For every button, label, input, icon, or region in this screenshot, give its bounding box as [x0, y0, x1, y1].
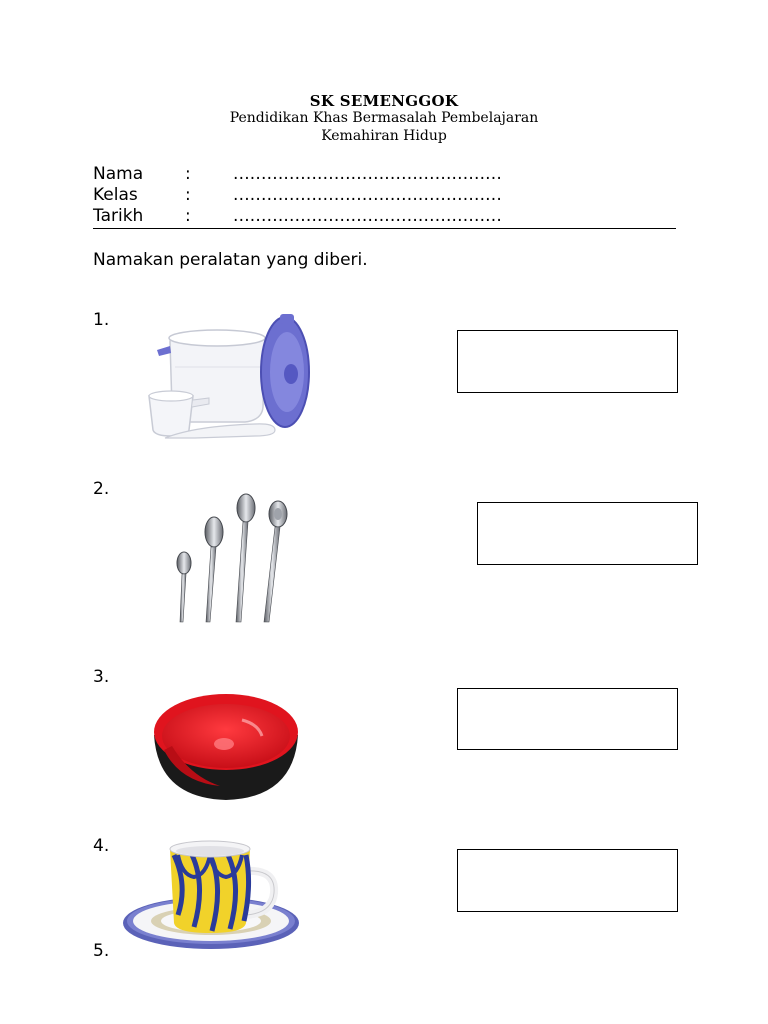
answer-box-4[interactable]: [457, 849, 678, 912]
rice-cooker-inner-pot-icon: [135, 312, 330, 447]
instruction-text: Namakan peralatan yang diberi.: [93, 250, 368, 270]
answer-box-3[interactable]: [457, 688, 678, 750]
question-number-1: 1.: [93, 310, 110, 330]
date-colon: :: [185, 206, 191, 226]
header-divider: [93, 228, 676, 229]
name-colon: :: [185, 164, 191, 184]
class-label: Kelas: [93, 185, 138, 205]
name-dots[interactable]: ................................................: [233, 164, 502, 184]
bowl-icon: [150, 690, 302, 810]
class-dots[interactable]: ................................................: [233, 185, 502, 205]
date-label: Tarikh: [93, 206, 144, 226]
class-subtitle: Pendidikan Khas Bermasalah Pembelajaran: [229, 110, 539, 126]
question-number-2: 2.: [93, 479, 110, 499]
class-colon: :: [185, 185, 191, 205]
question-number-4: 4.: [93, 836, 110, 856]
date-dots[interactable]: ................................................: [233, 206, 502, 226]
answer-box-2[interactable]: [477, 502, 698, 565]
question-number-5: 5.: [93, 941, 110, 961]
answer-box-1[interactable]: [457, 330, 678, 393]
subject-title: Kemahiran Hidup: [321, 128, 447, 144]
spoons-icon: [160, 490, 300, 630]
question-number-3: 3.: [93, 667, 110, 687]
school-name: SK SEMENGGOK: [309, 92, 459, 110]
name-label: Nama: [93, 164, 144, 184]
cup-and-saucer-icon: [118, 835, 304, 955]
